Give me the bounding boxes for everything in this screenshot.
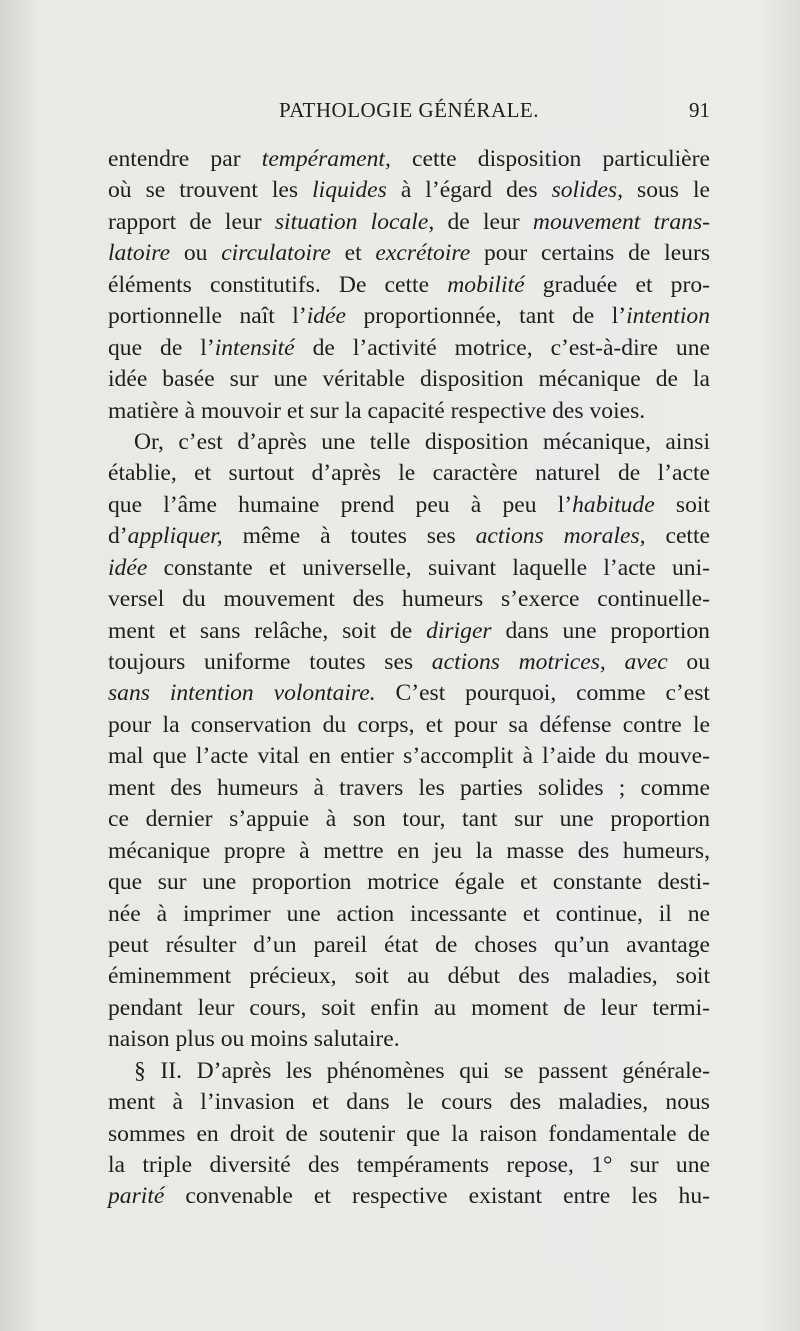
text-segment: à l’égard des	[386, 177, 552, 204]
text-line	[108, 238, 710, 269]
text-line	[108, 1024, 710, 1055]
text-segment: de leur	[434, 208, 533, 235]
text-line	[108, 1181, 710, 1212]
text-segment: ment des humeurs à travers les parties solides ; comme	[108, 774, 710, 801]
italic-text: liquides	[312, 177, 387, 204]
italic-text: solides,	[551, 177, 624, 204]
text-line	[108, 804, 710, 835]
text-segment: ment et sans relâche, soit de	[108, 617, 427, 644]
text-segment: où se trouvent les	[108, 177, 313, 204]
text-line	[108, 553, 710, 584]
text-segment: idée basée sur une véritable disposition mécanique de la	[108, 366, 710, 393]
text-segment: ment à l’invasion et dans le cours des maladies, nous	[108, 1089, 710, 1116]
text-segment: cette	[645, 523, 710, 550]
text-segment: rapport de leur	[108, 208, 275, 235]
text-line	[108, 490, 710, 521]
text-segment: que de l’	[108, 334, 215, 361]
text-line	[108, 301, 710, 332]
italic-text: idée	[108, 554, 148, 581]
italic-text: mobilité	[447, 271, 525, 298]
text-segment: matière à mouvoir et sur la capacité respective des voies.	[108, 397, 646, 424]
text-line	[108, 364, 710, 395]
text-line	[108, 333, 710, 364]
text-segment: pour la conservation du corps, et pour sa défense contre le	[108, 711, 710, 738]
text-segment: de l’activité motrice, c’est-à-dire une	[294, 334, 710, 361]
text-segment: cette disposition particulière	[390, 146, 710, 172]
text-segment: C’est pourquoi, comme c’est	[375, 680, 710, 707]
text-segment: pour certains de leurs	[470, 240, 710, 267]
text-segment: portionnelle naît l’	[108, 303, 307, 330]
italic-text: parité	[108, 1183, 165, 1210]
text-line	[108, 144, 710, 175]
text-line	[108, 867, 710, 898]
text-line	[108, 427, 710, 458]
italic-text: appliquer,	[127, 523, 223, 550]
text-segment: ce dernier s’appuie à son tour, tant sur une proportion	[108, 806, 710, 833]
text-segment: peut résulter d’un pareil état de choses qu’un avantage	[108, 931, 710, 958]
text-segment: proportionnée, tant de l’	[346, 303, 627, 330]
italic-text: situation locale,	[274, 208, 435, 235]
italic-text: diriger	[426, 617, 492, 644]
italic-text: actions morales,	[475, 523, 646, 550]
page-header	[108, 98, 710, 132]
text-line	[108, 710, 710, 741]
italic-text: sans intention volontaire.	[108, 680, 376, 707]
text-line	[108, 930, 710, 961]
text-line	[108, 993, 710, 1024]
text-segment: éléments constitutifs. De cette	[108, 271, 448, 298]
text-line	[108, 1056, 710, 1087]
page-number: 91	[689, 98, 710, 122]
italic-text: circulatoire	[221, 240, 331, 267]
text-line	[108, 584, 710, 615]
text-segment: naison plus ou moins salutaire.	[108, 1026, 400, 1053]
text-line	[108, 521, 710, 552]
running-title: PATHOLOGIE GÉNÉRALE.	[278, 98, 540, 122]
text-line	[108, 741, 710, 772]
italic-text: habitude	[572, 491, 655, 518]
text-line	[108, 1119, 710, 1150]
text-segment: versel du mouvement des humeurs s’exerce continuelle-	[108, 586, 710, 613]
text-line	[108, 1150, 710, 1181]
text-segment: même à toutes ses	[222, 523, 476, 550]
italic-text: idée	[306, 303, 346, 330]
text-segment: graduée et pro-	[524, 271, 710, 298]
italic-text: excrétoire	[375, 240, 471, 267]
text-line	[108, 175, 710, 206]
text-segment: née à imprimer une action incessante et continue, il ne	[108, 900, 710, 927]
text-segment: établie, et surtout d’après le caractère naturel de l’acte	[108, 460, 710, 487]
text-line	[108, 773, 710, 804]
text-segment: la triple diversité des tempéraments repose, 1° sur une	[108, 1152, 710, 1178]
text-segment: mal que l’acte vital en entier s’accomplit à l’aide du mouve-	[108, 743, 710, 770]
text-segment: convenable et respective existant entre les hu-	[164, 1183, 710, 1210]
text-line	[108, 836, 710, 867]
text-segment: d’	[108, 523, 128, 550]
text-segment: mécanique propre à mettre en jeu la masse des humeurs,	[108, 837, 710, 864]
text-line	[108, 961, 710, 992]
text-segment: Or, c’est d’après une telle disposition mécanique, ainsi	[134, 428, 710, 455]
italic-text: mouvement trans-	[532, 208, 710, 235]
body-text	[108, 144, 710, 1213]
text-segment: sommes en droit de soutenir que la raison fondamentale de	[108, 1120, 710, 1147]
text-line	[108, 616, 710, 647]
text-line	[108, 678, 710, 709]
text-segment: que sur une proportion motrice égale et constante desti-	[108, 869, 710, 896]
italic-text: latoire	[108, 240, 171, 267]
text-segment: que l’âme humaine prend peu à peu l’	[108, 491, 573, 518]
text-segment: ou	[170, 240, 222, 267]
text-segment: ou	[667, 649, 710, 675]
italic-text: intention	[626, 303, 710, 330]
italic-text: tempérament,	[261, 146, 391, 172]
text-line	[108, 207, 710, 238]
text-segment: sous le	[623, 177, 711, 204]
text-segment: pendant leur cours, soit enfin au moment de leur termi-	[108, 994, 710, 1021]
text-segment: et	[330, 240, 376, 267]
text-line	[108, 1087, 710, 1118]
text-segment: § II. D’après les phénomènes qui se passent générale-	[134, 1057, 710, 1084]
italic-text: actions motrices, avec	[431, 649, 668, 675]
text-line	[108, 396, 710, 427]
text-line	[108, 270, 710, 301]
text-segment: toujours uniforme toutes ses	[108, 649, 432, 675]
text-segment: soit	[654, 491, 710, 518]
text-segment: dans une proportion	[491, 617, 710, 644]
text-segment: constante et universelle, suivant laquelle l’acte uni-	[147, 554, 710, 581]
text-segment: éminemment précieux, soit au début des maladies, soit	[108, 963, 710, 990]
text-line	[108, 899, 710, 930]
italic-text: intensité	[214, 334, 295, 361]
text-line	[108, 458, 710, 489]
text-line	[108, 647, 710, 678]
text-segment: entendre par	[108, 146, 262, 172]
